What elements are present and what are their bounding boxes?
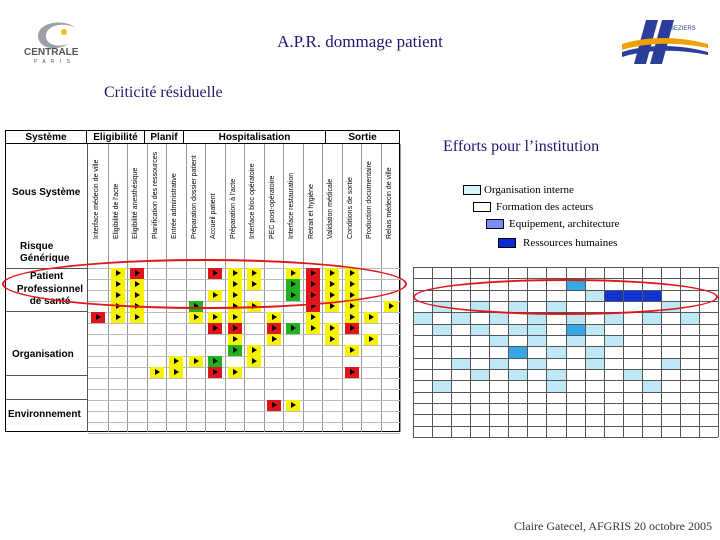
subsystem-label: Interface restauration <box>288 172 295 239</box>
row-divider <box>88 422 400 423</box>
arrow-marker-icon <box>155 369 160 375</box>
row-label-organisation: Organisation <box>12 349 74 360</box>
subsystem-label: Préparation à l'acte <box>229 178 237 239</box>
arrow-marker-icon <box>350 369 355 375</box>
efforts-cell <box>528 359 546 369</box>
arrow-marker-icon <box>311 325 316 331</box>
arrow-marker-icon <box>252 347 257 353</box>
efforts-cell <box>643 381 661 391</box>
efforts-row-divider <box>413 267 718 268</box>
criticity-cell <box>286 323 300 334</box>
subsystem-label: Retrait et hygiène <box>307 184 315 239</box>
arrow-marker-icon <box>213 358 218 364</box>
arrow-marker-icon <box>291 402 296 408</box>
arrow-marker-icon <box>233 314 238 320</box>
arrow-marker-icon <box>350 325 355 331</box>
criticity-cell <box>208 367 222 378</box>
arrow-marker-icon <box>96 314 101 320</box>
row-label-environnement: Environnement <box>8 409 81 420</box>
centrale-logo <box>20 14 92 66</box>
efforts-cell <box>547 347 565 357</box>
efforts-row-divider <box>413 414 718 415</box>
criticity-cell <box>384 301 398 312</box>
efforts-cell <box>567 325 585 335</box>
efforts-cell <box>643 313 661 323</box>
arrow-marker-icon <box>350 303 355 309</box>
criticity-cell <box>91 312 105 323</box>
arrow-marker-icon <box>213 325 218 331</box>
arrow-marker-icon <box>272 314 277 320</box>
subsystem-label: Interface médecin de ville <box>93 159 100 239</box>
subsystem-label: Eligibilité anesthésique <box>132 167 139 239</box>
efforts-row-divider <box>413 437 718 438</box>
matrix-divider <box>6 311 87 312</box>
arrow-marker-icon <box>116 314 121 320</box>
efforts-row-divider <box>413 426 718 427</box>
criticity-cell <box>345 323 359 334</box>
efforts-row-divider <box>413 380 718 381</box>
efforts-cell <box>547 381 565 391</box>
criticity-cell <box>306 323 320 334</box>
legend-label: Organisation interne <box>484 184 574 196</box>
criticity-cell <box>130 312 144 323</box>
arrow-marker-icon <box>330 325 335 331</box>
subsystem-label: Relais médecin de ville <box>385 167 393 239</box>
subsystem-label: Conditions de sortie <box>346 177 354 239</box>
legend-swatch <box>498 238 516 248</box>
efforts-cell <box>586 359 604 369</box>
subsystem-label: Accueil patient <box>210 193 217 239</box>
criticity-cell <box>267 334 281 345</box>
arrow-marker-icon <box>252 358 257 364</box>
efforts-cell <box>471 325 489 335</box>
subsystem-label: Eligibilité de l'acte <box>112 183 120 239</box>
matrix-divider <box>6 399 87 400</box>
legend-swatch <box>486 219 504 229</box>
criticity-cell <box>364 334 378 345</box>
arrow-marker-icon <box>311 314 316 320</box>
subsystem-label: PEC post-opératoire <box>268 175 276 239</box>
criticity-cell <box>111 312 125 323</box>
arrow-marker-icon <box>174 358 179 364</box>
row-divider <box>88 433 400 434</box>
criticity-cell <box>228 323 242 334</box>
criticity-cell <box>345 312 359 323</box>
phase-header: Système <box>6 131 87 144</box>
arrow-marker-icon <box>233 325 238 331</box>
row-divider <box>88 378 400 379</box>
efforts-cell <box>605 336 623 346</box>
efforts-cell <box>528 313 546 323</box>
efforts-column-divider <box>413 267 414 437</box>
efforts-cell <box>490 336 508 346</box>
efforts-row-divider <box>413 324 718 325</box>
arrow-marker-icon <box>350 347 355 353</box>
criticity-cell <box>228 312 242 323</box>
efforts-cell <box>452 359 470 369</box>
efforts-cell <box>586 347 604 357</box>
efforts-row-divider <box>413 392 718 393</box>
beziers-logo <box>618 14 710 70</box>
criticity-cell <box>150 367 164 378</box>
criticity-cell <box>228 367 242 378</box>
criticity-cell <box>325 334 339 345</box>
criticity-cell <box>228 334 242 345</box>
arrow-marker-icon <box>233 369 238 375</box>
page-title: A.P.R. dommage patient <box>277 32 443 51</box>
highlight-oval-left <box>2 259 407 309</box>
arrow-marker-icon <box>233 336 238 342</box>
legend-swatch <box>463 185 481 195</box>
efforts-cell <box>624 370 642 380</box>
logo-subtext: P A R I S <box>34 59 72 65</box>
efforts-cell <box>433 325 451 335</box>
arrow-marker-icon <box>369 314 374 320</box>
criticity-cell <box>364 312 378 323</box>
row-divider <box>88 334 400 335</box>
highlight-oval-right <box>413 279 718 315</box>
arrow-marker-icon <box>272 325 277 331</box>
matrix-divider <box>6 375 87 376</box>
criticity-cell <box>247 345 261 356</box>
arrow-marker-icon <box>272 336 277 342</box>
logo-right-text: BEZIERS <box>670 26 696 32</box>
row-label-sous-systeme: Sous Système <box>12 187 81 198</box>
row-divider <box>88 400 400 401</box>
criticity-cell <box>345 301 359 312</box>
arrow-marker-icon <box>194 358 199 364</box>
efforts-row-divider <box>413 403 718 404</box>
row-divider <box>88 356 400 357</box>
row-label-professionnel: Professionnel de santé <box>16 284 84 307</box>
efforts-cell <box>567 336 585 346</box>
subsystem-label: Validation médicale <box>327 178 334 239</box>
logo-text: CENTRALE <box>24 47 79 58</box>
subsystem-label: Entrée administrative <box>171 173 178 239</box>
arrow-marker-icon <box>233 347 238 353</box>
criticity-cell <box>267 312 281 323</box>
efforts-cell <box>509 325 527 335</box>
criticity-cell <box>169 367 183 378</box>
row-divider <box>88 389 400 390</box>
criticity-cell <box>267 400 281 411</box>
row-divider <box>88 411 400 412</box>
subsystem-label: Planification des ressources <box>151 151 159 239</box>
arrow-marker-icon <box>194 314 199 320</box>
efforts-cell <box>586 325 604 335</box>
legend-swatch <box>473 202 491 212</box>
row-label-risque: Risque Générique <box>20 241 70 264</box>
phase-header: Planif <box>145 131 184 144</box>
criticity-cell <box>286 400 300 411</box>
footer-credit: Claire Gatecel, AFGRIS 20 octobre 2005 <box>514 519 712 533</box>
efforts-cell <box>662 359 680 369</box>
criticity-cell <box>228 345 242 356</box>
arrow-marker-icon <box>213 314 218 320</box>
arrow-marker-icon <box>350 314 355 320</box>
efforts-cell <box>528 336 546 346</box>
criticity-cell <box>189 312 203 323</box>
efforts-cell <box>605 313 623 323</box>
legend-label: Equipement, architecture <box>509 218 620 230</box>
arrow-marker-icon <box>330 336 335 342</box>
criticity-cell <box>345 367 359 378</box>
arrow-marker-icon <box>272 402 277 408</box>
criticity-cell <box>247 356 261 367</box>
section-subtitle: Criticité résiduelle <box>104 84 223 101</box>
phase-header: Hospitalisation <box>184 131 326 144</box>
subsystem-label: Préparation dossier patient <box>190 155 198 239</box>
criticity-cell <box>345 345 359 356</box>
subsystem-label: Interface bloc opératoire <box>249 163 256 239</box>
efforts-cell <box>681 313 699 323</box>
legend-label: Ressources humaines <box>523 237 618 249</box>
criticity-cell <box>208 323 222 334</box>
subsystem-label: Production documentaire <box>366 161 373 239</box>
row-label-patient: Patient <box>30 271 64 282</box>
efforts-cell <box>528 325 546 335</box>
phase-header: Sortie <box>326 131 399 144</box>
efforts-cell <box>490 359 508 369</box>
criticity-cell <box>306 312 320 323</box>
arrow-marker-icon <box>213 369 218 375</box>
legend-label: Formation des acteurs <box>496 201 594 213</box>
efforts-row-divider <box>413 346 718 347</box>
efforts-cell <box>547 370 565 380</box>
criticity-cell <box>169 356 183 367</box>
arrow-marker-icon <box>330 303 335 309</box>
arrow-marker-icon <box>135 314 140 320</box>
criticity-cell <box>208 356 222 367</box>
arrow-marker-icon <box>369 336 374 342</box>
arrow-marker-icon <box>389 303 394 309</box>
efforts-cell <box>490 313 508 323</box>
efforts-cell <box>433 381 451 391</box>
efforts-cell <box>509 347 527 357</box>
arrow-marker-icon <box>174 369 179 375</box>
arrow-marker-icon <box>291 325 296 331</box>
efforts-cell <box>509 370 527 380</box>
criticity-cell <box>189 356 203 367</box>
criticity-cell <box>208 312 222 323</box>
efforts-column-divider <box>718 267 719 437</box>
efforts-cell <box>452 313 470 323</box>
efforts-row-divider <box>413 369 718 370</box>
phase-header: Eligibilité <box>87 131 145 144</box>
criticity-cell <box>325 323 339 334</box>
efforts-cell <box>414 313 432 323</box>
criticity-cell <box>267 323 281 334</box>
efforts-row-divider <box>413 335 718 336</box>
efforts-cell <box>471 370 489 380</box>
efforts-title: Efforts pour l’institution <box>443 138 600 155</box>
